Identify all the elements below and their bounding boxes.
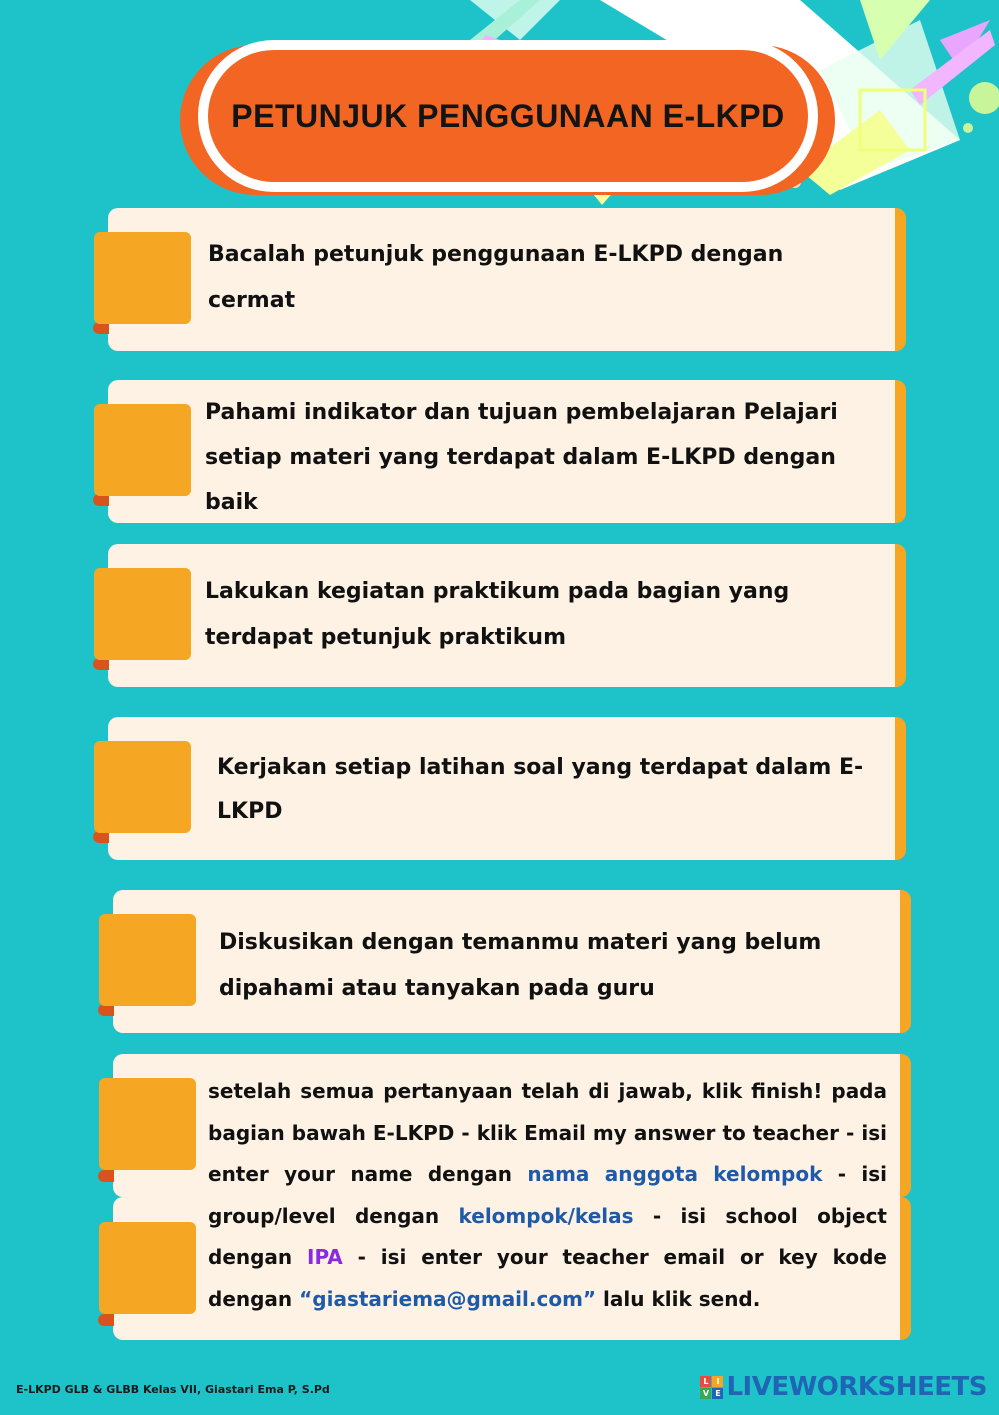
final-step-part1: setelah semua pertanyaan telah di jawab, klik finish! pada bagian bawah E-LKPD - klik Email my answer to teacher - isi enter your name dengan [208,1079,887,1186]
page-title: PETUNJUK PENGGUNAAN E-LKPD [231,97,785,134]
step-text-1: Bacalah petunjuk penggunaan E-LKPD dengan cermat [208,242,784,313]
step-tab-2 [94,404,191,496]
step-tab-6b [99,1222,196,1314]
group-value: kelompok/kelas [458,1203,634,1228]
step-text-6 [208,1071,887,1320]
step-text-2: Pahami indikator dan tujuan pembelajaran Pelajari setiap materi yang terdapat dalam E-LKPD dengan baik [205,400,838,515]
step-tab-5 [99,914,196,1006]
step-tab-fold-6a [98,1170,114,1182]
final-step-part5: lalu klik send. [596,1286,761,1311]
footer-credit: E-LKPD GLB & GLBB Kelas VII, Giastari Ema P, S.Pd [16,1383,330,1396]
final-step-part2: - isi group/level dengan [208,1162,888,1228]
step-tab-4 [94,741,191,833]
step-tab-1 [94,232,191,324]
step-text-3: Lakukan kegiatan praktikum pada bagian yang terdapat petunjuk praktikum [205,579,790,650]
title-pill [208,50,808,182]
final-step-part4: - isi enter your teacher email or key kode dengan [208,1245,887,1311]
step-tab-6a [99,1078,196,1170]
step-text-5: Diskusikan dengan temanmu materi yang belum dipahami atau tanyakan pada guru [219,930,822,1001]
brand-logo-wordmark[interactable] [700,1372,987,1402]
liveworksheets-logo-icon: L I V E [700,1376,723,1399]
email-value: “giastariema@gmail.com” [299,1286,597,1311]
brand-name: LIVEWORKSHEETS [726,1372,987,1402]
name-value: nama anggota kelompok [527,1162,823,1186]
school-value: IPA [307,1245,343,1269]
step-tab-fold-6b [98,1314,114,1326]
step-tab-3 [94,568,191,660]
step-text-4: Kerjakan setiap latihan soal yang terdapat dalam E-LKPD [217,755,864,824]
final-step-part3: - isi school object dengan [208,1203,887,1269]
